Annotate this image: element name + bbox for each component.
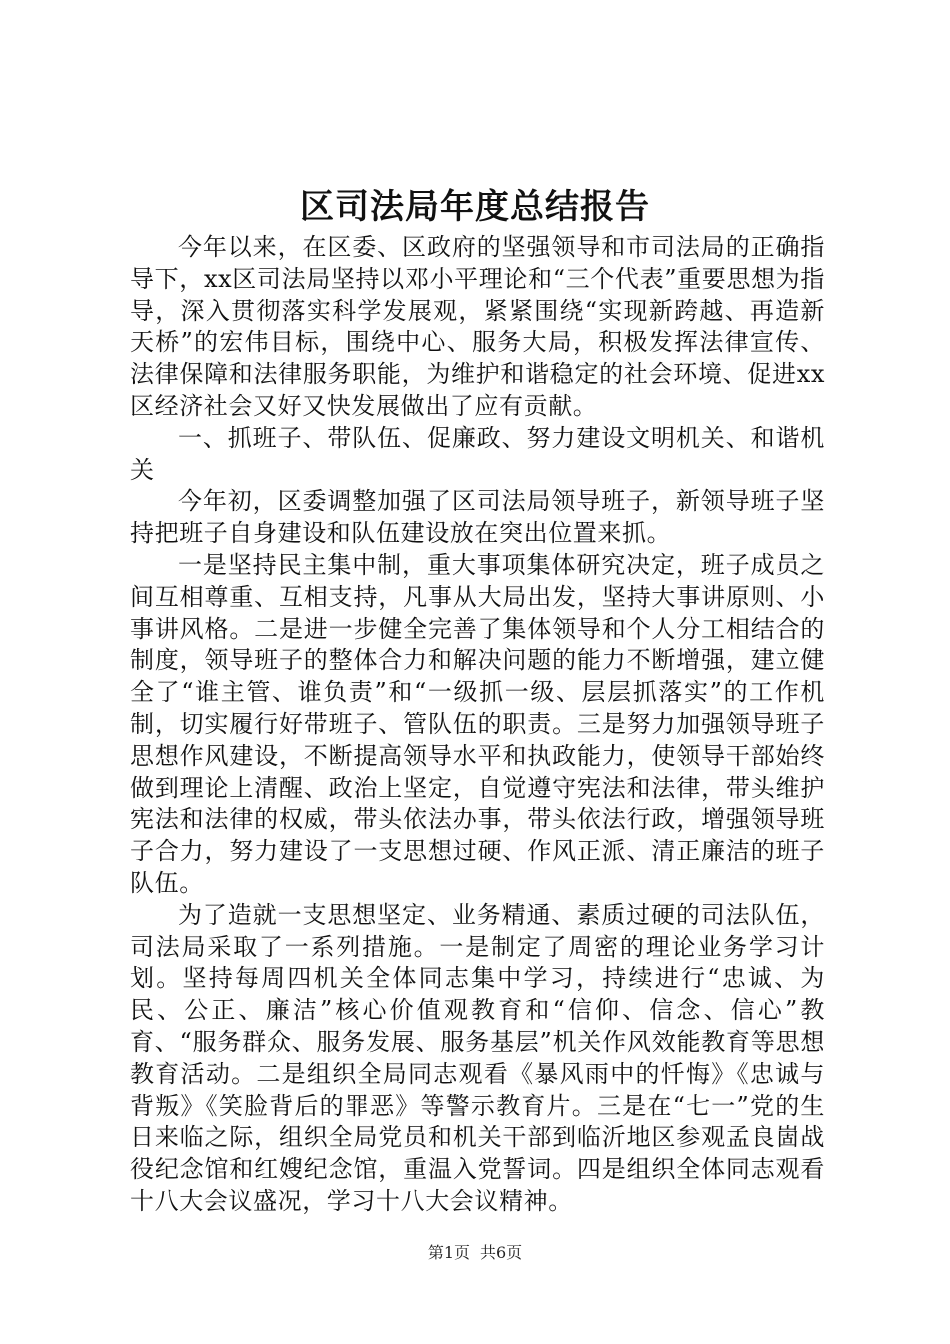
paragraph-leadership: 今年初，区委调整加强了区司法局领导班子，新领导班子坚持把班子自身建设和队伍建设放在突出位置来抓。 (130, 487, 825, 548)
page-footer (0, 1241, 950, 1265)
section-heading-1: 一、抓班子、带队伍、促廉政、努力建设文明机关、和谐机关 (130, 423, 825, 484)
paragraph-team-building: 为了造就一支思想坚定、业务精通、素质过硬的司法队伍，司法局采取了一系列措施。一是制定了周密的理论业务学习计划。坚持每周四机关全体同志集中学习，持续进行“忠诚、为民、公正、廉洁”核心价值观教育和“信仰、信念、信心”教育、“服务群众、服务发展、服务基层”机关作风效能教育等思想教育活动。二是组织全局同志观看《暴风雨中的忏悔》《忠诚与背叛》《笑脸背后的罪恶》等警示教育片。三是在“七一”党的生日来临之际，组织全局党员和机关干部到临沂地区参观孟良崮战役纪念馆和红嫂纪念馆，重温入党誓词。四是组织全体同志观看十八大会议盛况，学习十八大会议精神。 (130, 900, 825, 1215)
paragraph-intro: 今年以来，在区委、区政府的坚强领导和市司法局的正确指导下，xx区司法局坚持以邓小平理论和“三个代表”重要思想为指导，深入贯彻落实科学发展观，紧紧围绕“实现新跨越、再造新天桥”的宏伟目标，围绕中心、服务大局，积极发挥法律宣传、法律保障和法律服务职能，为维护和谐稳定的社会环境、促进xx区经济社会又好又快发展做出了应有贡献。 (130, 233, 825, 420)
page-number: 第1页 (427, 1243, 470, 1262)
paragraph-democratic-centralism: 一是坚持民主集中制，重大事项集体研究决定，班子成员之间互相尊重、互相支持，凡事从大局出发，坚持大事讲原则、小事讲风格。二是进一步健全完善了集体领导和个人分工相结合的制度，领导班子的整体合力和解决问题的能力不断增强，建立健全了“谁主管、谁负责”和“一级抓一级、层层抓落实”的工作机制，切实履行好带班子、管队伍的职责。三是努力加强领导班子思想作风建设，不断提高领导水平和执政能力，使领导干部始终做到理论上清醒、政治上坚定，自觉遵守宪法和法律，带头维护宪法和法律的权威，带头依法办事，带头依法行政，增强领导班子合力，努力建设了一支思想过硬、作风正派、清正廉洁的班子队伍。 (130, 550, 825, 897)
document-body (130, 232, 825, 1218)
document-title: 区司法局年度总结报告 (300, 187, 650, 227)
page-count: 共6页 (480, 1243, 523, 1262)
